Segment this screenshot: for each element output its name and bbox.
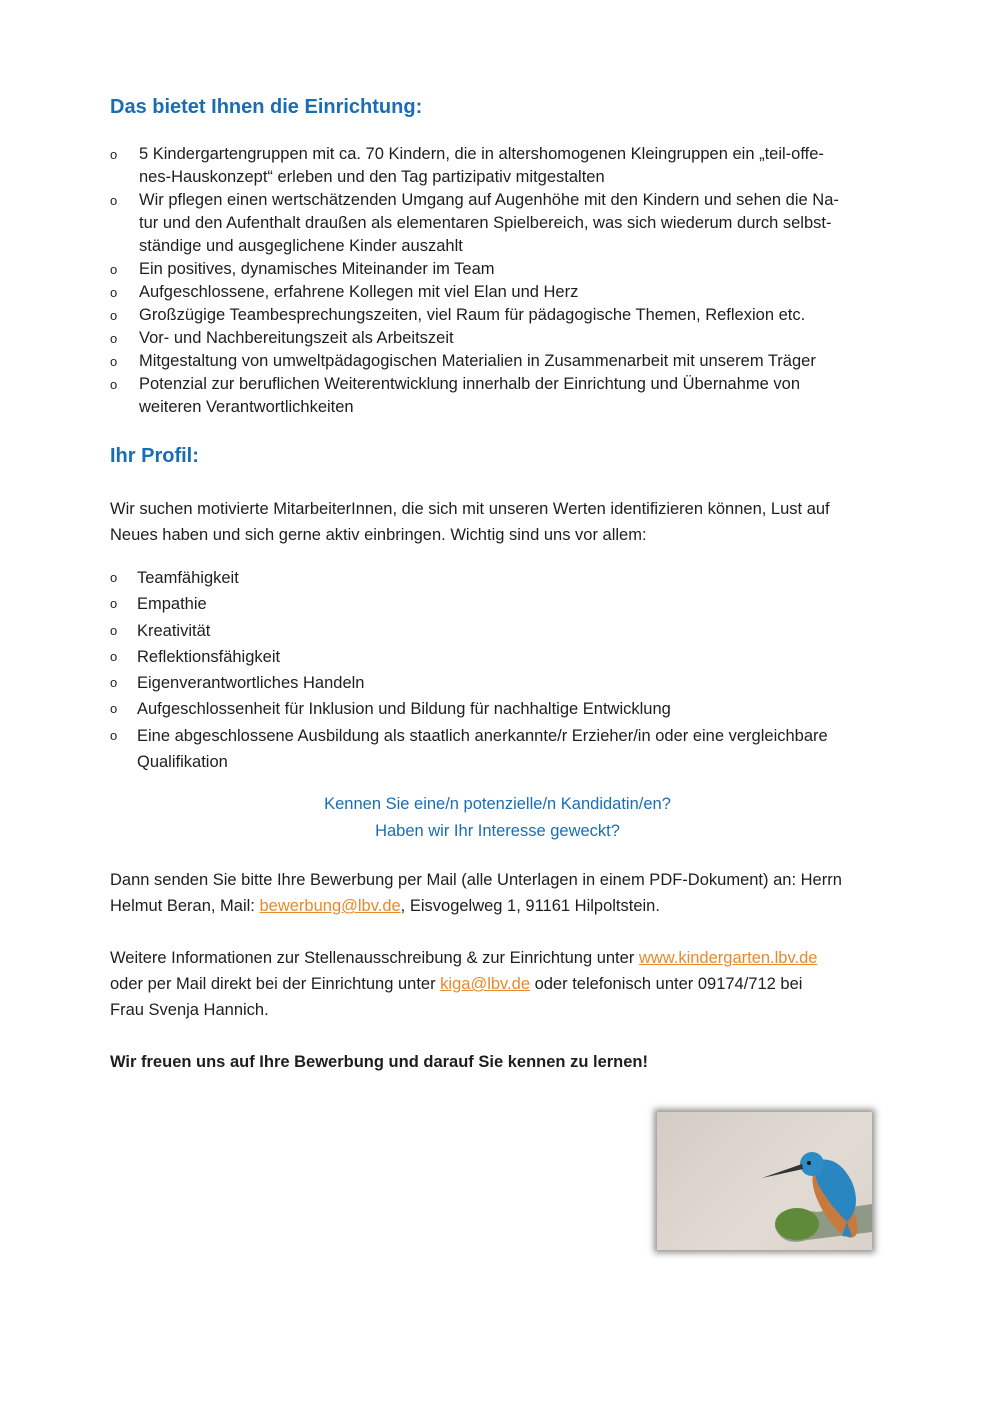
list-item-line: tur und den Aufenthalt draußen als elementaren Spielbereich, was sich wiederum durch selbst- [139, 214, 832, 232]
list-item [110, 281, 839, 304]
bullet-icon: o [110, 354, 118, 369]
list-item-line: Kreativität [137, 621, 211, 640]
list-item-line: Eigenverantwortliches Handeln [137, 674, 365, 693]
list-item [110, 723, 828, 776]
list-item-line: Wir pflegen einen wertschätzenden Umgang auf Augenhöhe mit den Kindern und sehen die Na- [139, 191, 839, 209]
list-item [110, 258, 839, 281]
bullet-icon: o [110, 377, 118, 392]
bullet-icon: o [110, 701, 118, 717]
text: oder per Mail direkt bei der Einrichtung unter [110, 975, 441, 993]
list-item-line: 5 Kindergartengruppen mit ca. 70 Kindern, die in altershomogenen Kleingruppen ein „teil-offe- [139, 145, 824, 163]
bullet-icon: o [110, 193, 118, 208]
bullet-icon: o [110, 727, 118, 743]
offer-list [110, 143, 839, 419]
callout-line: Haben wir Ihr Interesse geweckt? [375, 822, 620, 840]
list-item [110, 644, 828, 670]
info-line [110, 945, 817, 971]
text: Weitere Informationen zur Stellenausschreibung & zur Einrichtung unter [110, 949, 639, 967]
intro-line: Neues haben und sich gerne aktiv einbringen. Wichtig sind uns vor allem: [110, 526, 647, 544]
list-item [110, 670, 828, 696]
intro-line: Wir suchen motivierte MitarbeiterInnen, die sich mit unseren Werten identifizieren können, Lust auf [110, 500, 830, 518]
bullet-icon: o [110, 308, 118, 323]
list-item [110, 189, 839, 258]
list-item [110, 327, 839, 350]
list-item-line: Aufgeschlossene, erfahrene Kollegen mit viel Elan und Herz [139, 283, 579, 301]
list-item-line: nes-Hauskonzept“ erleben und den Tag partizipativ mitgestalten [139, 168, 605, 186]
list-item-line: Ein positives, dynamisches Miteinander im Team [139, 260, 495, 278]
list-item-line: Empathie [137, 595, 207, 614]
text: , Eisvogelweg 1, 91161 Hilpoltstein. [400, 897, 660, 915]
bullet-icon: o [110, 262, 118, 277]
info-line: Frau Svenja Hannich. [110, 1001, 269, 1019]
bullet-icon: o [110, 648, 118, 664]
bullet-icon: o [110, 570, 118, 585]
list-item-line: Vor- und Nachbereitungszeit als Arbeitszeit [139, 329, 454, 347]
list-item-line: Teamfähigkeit [137, 569, 239, 587]
bullet-icon: o [110, 622, 118, 638]
list-item [110, 618, 828, 644]
application-line [110, 893, 842, 919]
list-item-line: Potenzial zur beruflichen Weiterentwicklung innerhalb der Einrichtung und Übernahme von [139, 375, 800, 393]
info-line [110, 971, 817, 997]
kingfisher-photo [657, 1112, 872, 1250]
application-paragraph [110, 867, 842, 919]
list-item-line: Aufgeschlossenheit für Inklusion und Bildung für nachhaltige Entwicklung [137, 700, 671, 719]
list-item-line: Mitgestaltung von umweltpädagogischen Materialien in Zusammenarbeit mit unserem Träger [139, 352, 816, 370]
bullet-icon: o [110, 331, 118, 346]
bullet-icon: o [110, 596, 118, 612]
list-item [110, 373, 839, 419]
website-link[interactable]: www.kindergarten.lbv.de [638, 949, 818, 967]
list-item-line: weiteren Verantwortlichkeiten [139, 398, 354, 416]
list-item [110, 565, 828, 591]
bullet-icon: o [110, 675, 118, 691]
list-item-line: Qualifikation [137, 753, 228, 772]
text: Helmut Beran, Mail: [110, 897, 260, 915]
list-item [110, 591, 828, 617]
callout-line: Kennen Sie eine/n potenzielle/n Kandidatin/en? [324, 795, 671, 813]
info-paragraph [110, 945, 817, 1023]
list-item-line: Eine abgeschlossene Ausbildung als staatlich anerkannte/r Erzieher/in oder eine vergleichbare [137, 726, 828, 745]
list-item [110, 143, 839, 189]
closing-text: Wir freuen uns auf Ihre Bewerbung und darauf Sie kennen zu lernen! [110, 1053, 649, 1071]
section-heading-profile: Ihr Profil: [110, 445, 199, 467]
section-heading-offer: Das bietet Ihnen die Einrichtung: [110, 96, 423, 118]
callout [0, 791, 995, 845]
list-item [110, 696, 828, 722]
list-item-line: Großzügige Teambesprechungszeiten, viel Raum für pädagogische Themen, Reflexion etc. [139, 306, 806, 324]
text: oder telefonisch unter 09174/712 bei [530, 975, 803, 993]
kingfisher-icon [657, 1112, 872, 1250]
list-item [110, 304, 839, 327]
bullet-icon: o [110, 147, 118, 162]
application-line: Dann senden Sie bitte Ihre Bewerbung per Mail (alle Unterlagen in einem PDF-Dokument) an: Herrn [110, 871, 842, 889]
list-item-line: ständige und ausgeglichene Kinder auszahlt [139, 237, 463, 255]
bullet-icon: o [110, 285, 118, 300]
kiga-email-link[interactable]: kiga@lbv.de [440, 975, 530, 993]
profile-list [110, 565, 828, 775]
profile-intro [110, 496, 830, 548]
list-item [110, 350, 839, 373]
list-item-line: Reflektionsfähigkeit [137, 647, 281, 666]
application-email-link[interactable]: bewerbung@lbv.de [259, 897, 401, 915]
